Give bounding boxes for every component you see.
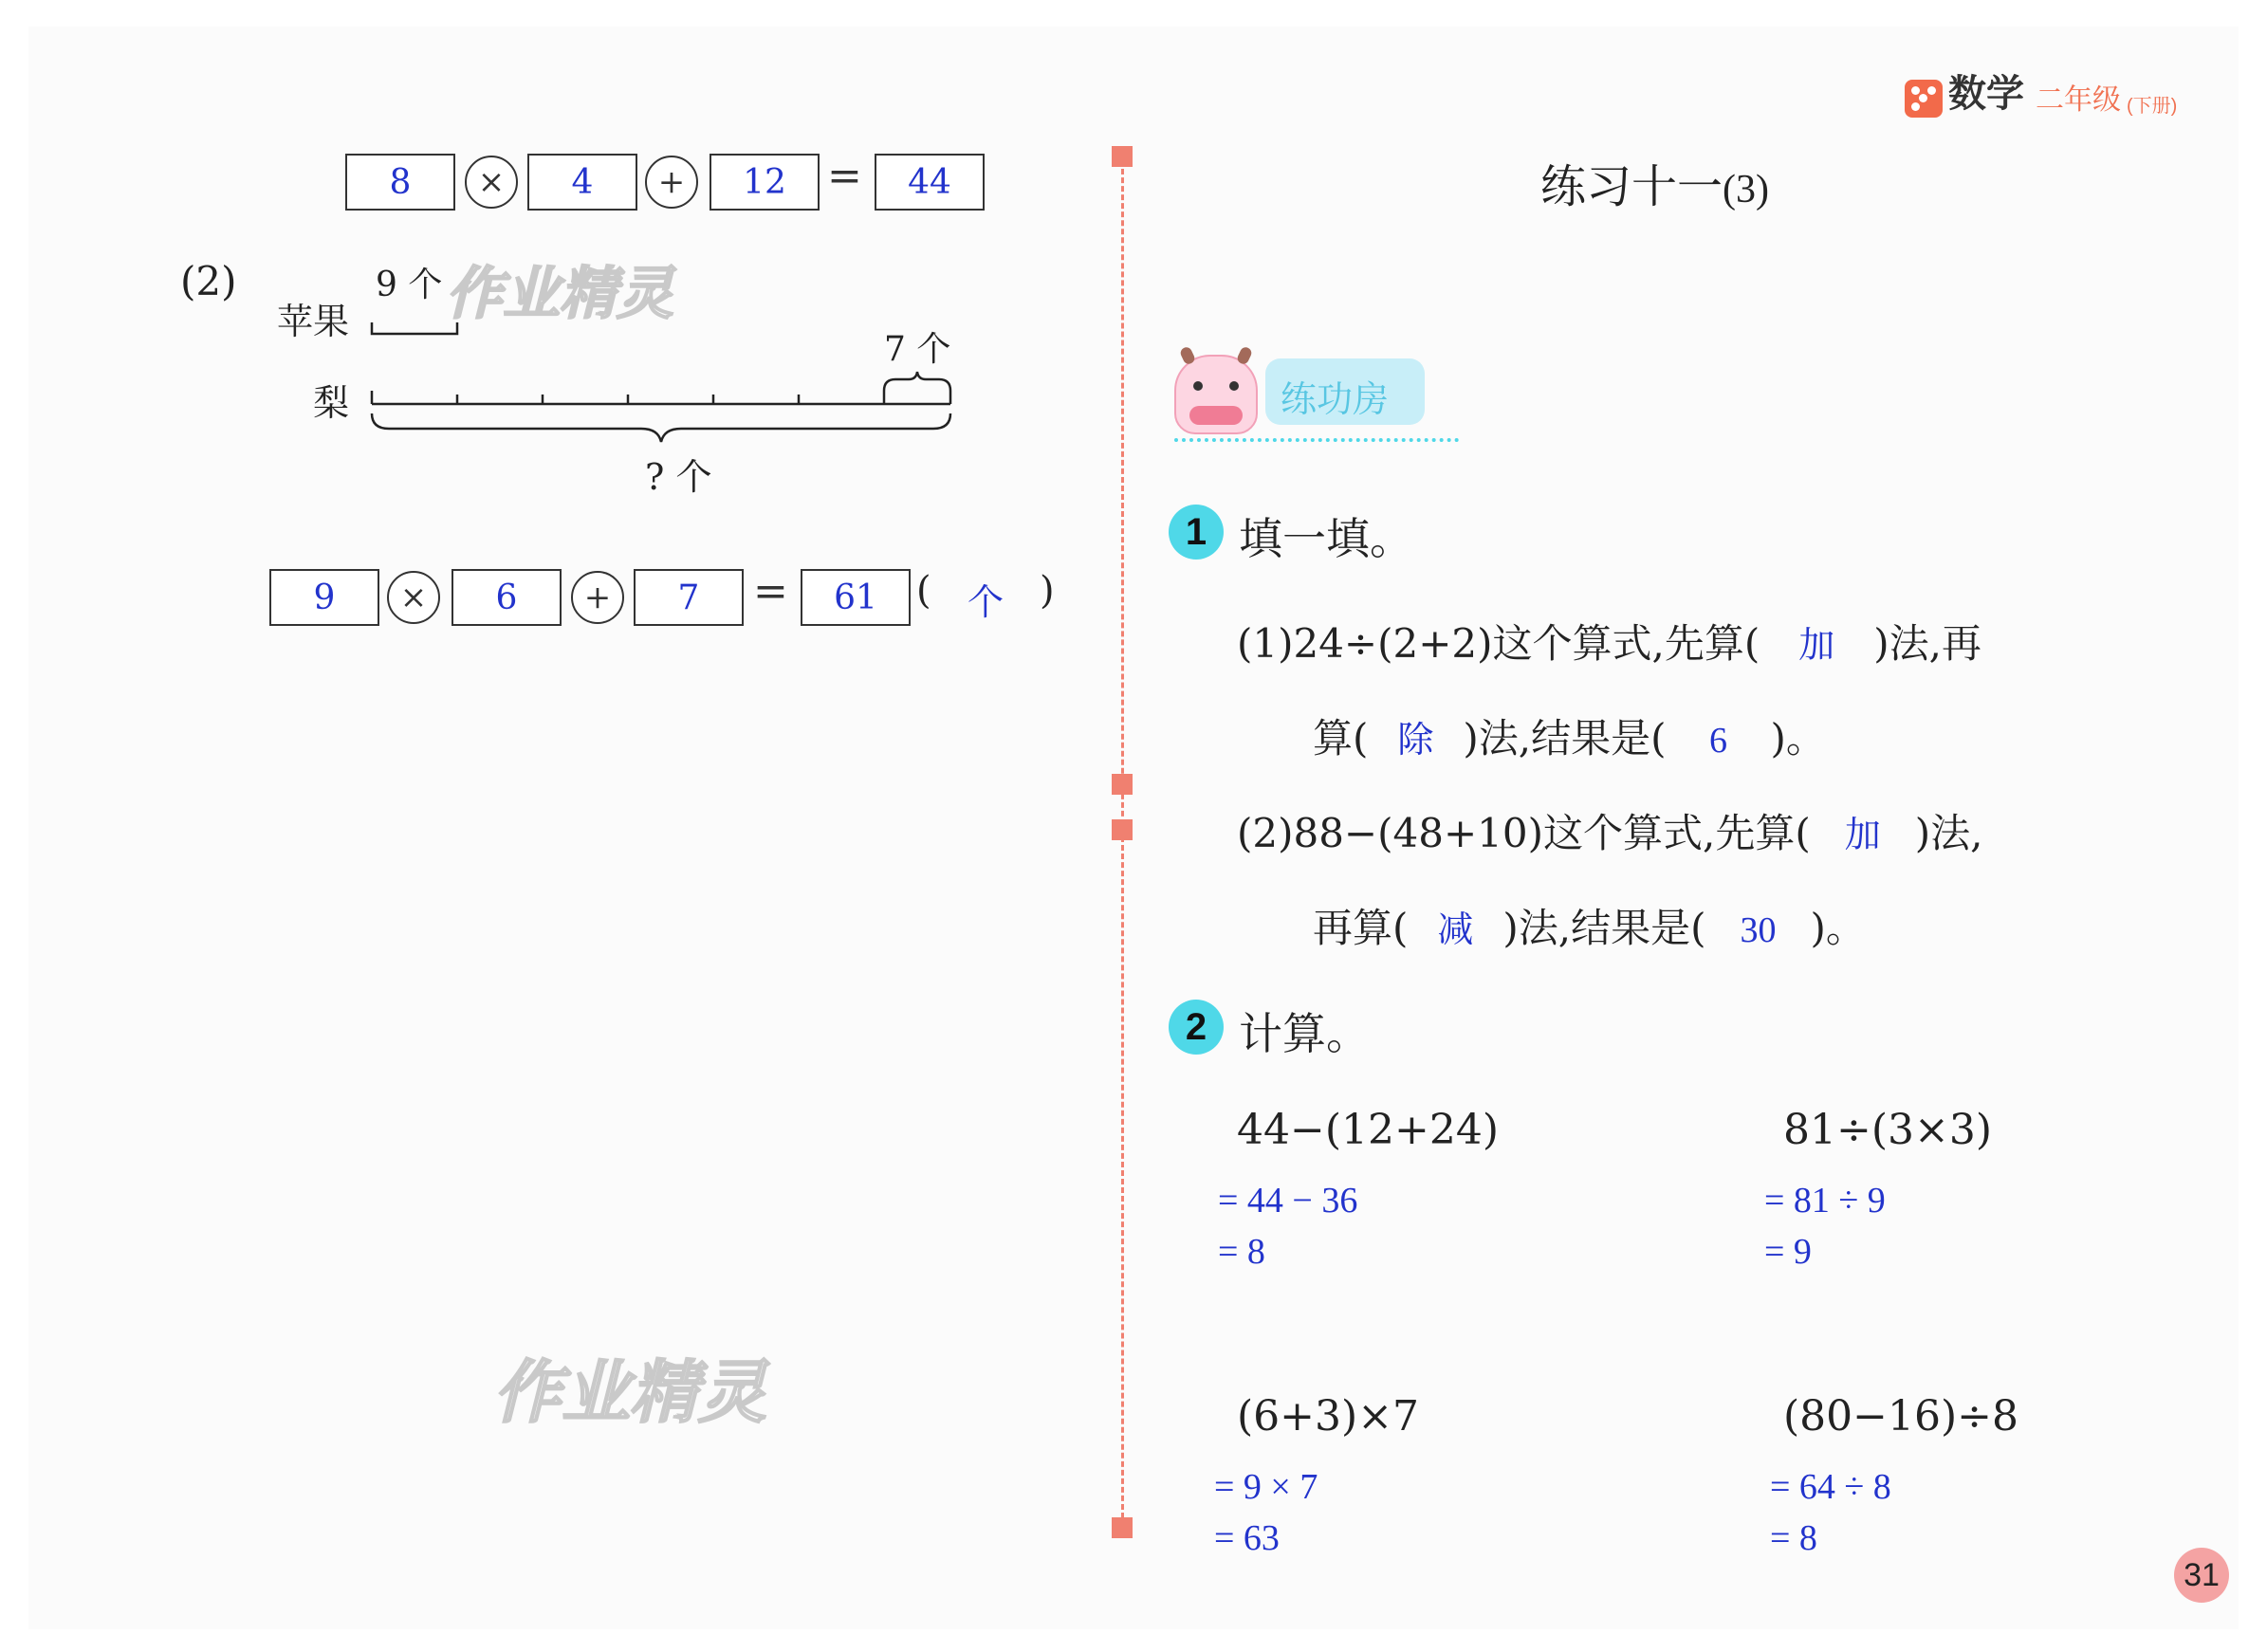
q1-p2-text-e: )。	[1810, 905, 1866, 951]
apple-count: 9 个	[376, 266, 443, 304]
eq1-a-box: 8	[345, 154, 455, 211]
calc-3-step-1: = 9 × 7	[1214, 1467, 1318, 1507]
header-grade: 二年级	[2036, 84, 2121, 116]
extra-count: 7 个	[884, 330, 951, 369]
eq1-multiply-symbol: ×	[465, 156, 518, 209]
part2-label: (2)	[180, 258, 237, 304]
q1-p2-text-c: 再算(	[1313, 905, 1409, 951]
section-dotted-line	[1174, 438, 1459, 442]
q1-part1-line1	[1237, 613, 1981, 670]
q1-p2-answer-2: 减	[1437, 910, 1474, 950]
exercise-title-text: 练习十一	[1540, 160, 1723, 213]
question-2-badge: 2	[1169, 1000, 1224, 1055]
divider-marker-1	[1112, 146, 1133, 167]
calc-4-step-2: = 8	[1770, 1518, 1817, 1558]
question-1-prompt: 填一填。	[1239, 513, 1413, 564]
q1-p2-answer-3: 30	[1740, 910, 1777, 950]
eq2-unit-open: (	[916, 569, 931, 613]
q1-p1-text-a: (1)24÷(2+2)这个算式,先算(	[1237, 620, 1760, 667]
total-brace	[372, 413, 950, 442]
question-2-prompt: 计算。	[1239, 1008, 1370, 1059]
q1-p1-text-e: )。	[1770, 715, 1826, 762]
exercise-title	[1540, 150, 1769, 215]
q1-p1-answer-1: 加	[1798, 626, 1835, 666]
apple-bracket	[372, 322, 457, 334]
calc-1-step-1: = 44 − 36	[1218, 1181, 1358, 1221]
calc-2-step-2: = 9	[1764, 1232, 1812, 1272]
divider-marker-3	[1112, 819, 1133, 840]
eq2-multiply-symbol: ×	[387, 571, 440, 624]
total-count: ? 个	[645, 456, 712, 498]
q1-p1-text-d: )法,结果是(	[1463, 715, 1667, 762]
q1-part2-line2	[1313, 897, 1866, 954]
eq2-result-box: 61	[801, 569, 911, 626]
eq2-b-box: 6	[452, 569, 562, 626]
header-volume: (下册)	[2127, 96, 2178, 117]
watermark-top: 作业精灵	[446, 262, 673, 325]
question-1-badge: 1	[1169, 505, 1224, 560]
calc-1-expression: 44−(12+24)	[1237, 1106, 1500, 1154]
eq2-unit-answer: 个	[968, 583, 1004, 623]
eq2-unit-close: )	[1040, 569, 1055, 613]
eq1-plus-symbol: +	[645, 156, 698, 209]
header-subject: 数学	[1948, 73, 2024, 115]
eq2-plus-symbol: +	[571, 571, 624, 624]
calc-4-step-1: = 64 ÷ 8	[1770, 1467, 1891, 1507]
q1-p2-answer-1: 加	[1844, 816, 1881, 855]
pear-ticks	[372, 391, 950, 404]
q1-p1-answer-3: 6	[1709, 721, 1728, 761]
pear-label: 梨	[313, 382, 350, 424]
cow-mascot-icon	[1174, 355, 1258, 434]
extra-brace	[884, 372, 950, 391]
q1-p2-text-a: (2)88−(48+10)这个算式,先算(	[1237, 810, 1811, 856]
apple-label: 苹果	[277, 301, 350, 342]
q1-p1-answer-2: 除	[1397, 721, 1434, 761]
header	[1905, 70, 2177, 118]
calc-2-expression: 81÷(3×3)	[1783, 1106, 1993, 1154]
section-banner	[1174, 347, 1478, 451]
subject-logo-icon	[1905, 80, 1943, 118]
calc-2-step-1: = 81 ÷ 9	[1764, 1181, 1886, 1221]
page-number: 31	[2174, 1548, 2229, 1603]
divider-marker-4	[1112, 1517, 1133, 1538]
calc-1-step-2: = 8	[1218, 1232, 1265, 1272]
q1-p1-text-c: 算(	[1313, 715, 1369, 762]
calc-3-expression: (6+3)×7	[1237, 1392, 1420, 1441]
eq2-c-box: 7	[634, 569, 744, 626]
divider-marker-2	[1112, 774, 1133, 795]
eq2-equals: =	[753, 567, 788, 615]
eq1-c-box: 12	[710, 154, 820, 211]
watermark-bottom: 作业精灵	[493, 1355, 767, 1431]
q1-p2-text-b: )法,	[1914, 810, 1983, 856]
section-label: 练功房	[1281, 378, 1390, 420]
q1-p1-text-b: )法,再	[1873, 620, 1982, 667]
q1-p2-text-d: )法,结果是(	[1502, 905, 1706, 951]
calc-3-step-2: = 63	[1214, 1518, 1280, 1558]
eq1-equals: =	[827, 152, 862, 200]
eq1-result-box: 44	[875, 154, 985, 211]
eq2-a-box: 9	[269, 569, 379, 626]
eq1-b-box: 4	[527, 154, 637, 211]
calc-4-expression: (80−16)÷8	[1783, 1392, 2019, 1441]
exercise-title-number: (3)	[1723, 168, 1769, 211]
q1-part1-line2	[1313, 707, 1826, 764]
q1-part2-line1	[1237, 802, 1982, 859]
